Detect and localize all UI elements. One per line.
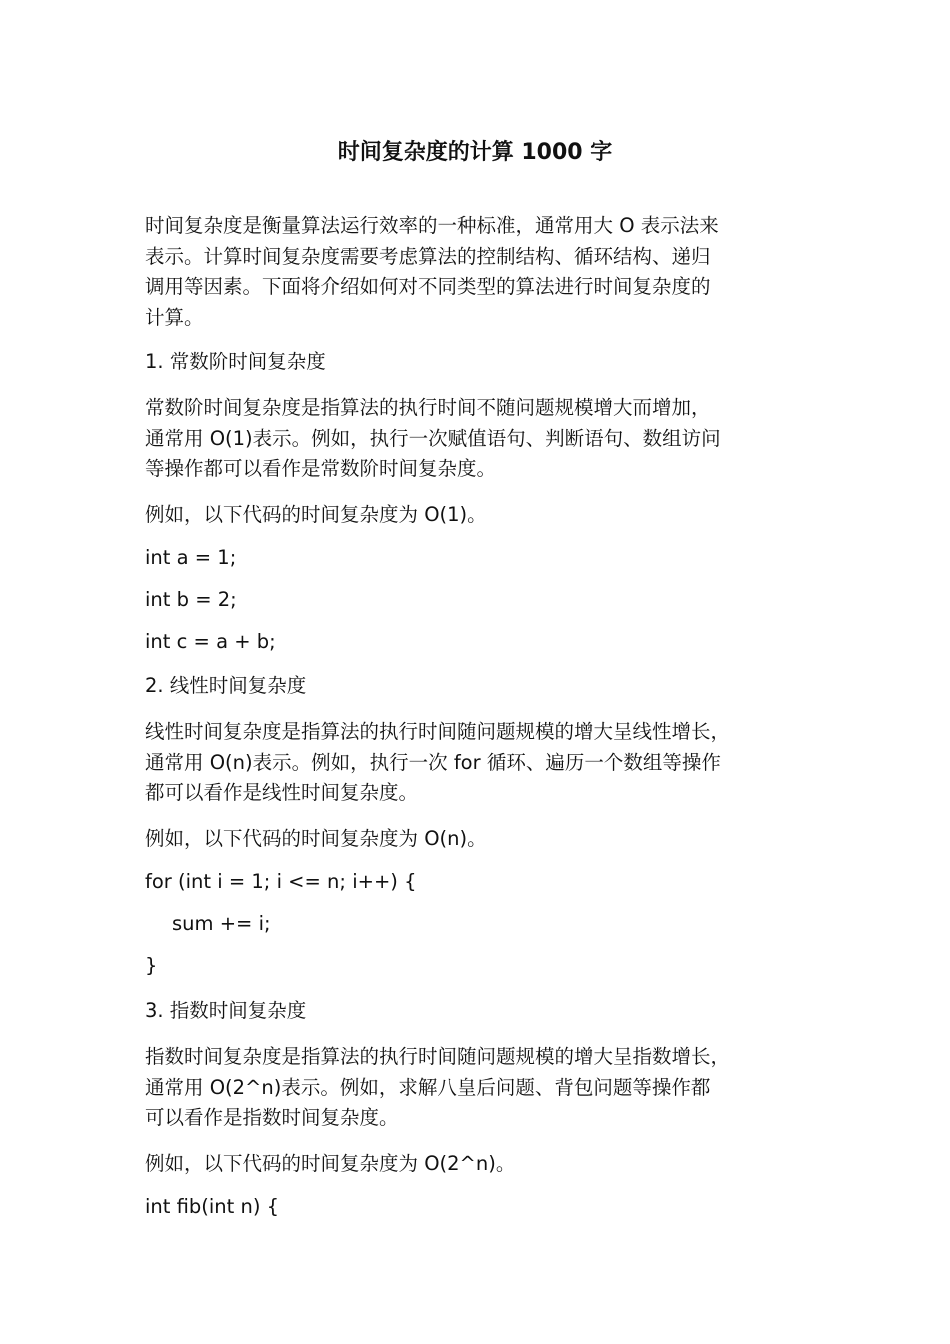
code-line: sum += i; [172,912,271,935]
example-intro-constant: 例如，以下代码的时间复杂度为 O(1)。 [145,503,487,526]
code-line: int b = 2; [145,588,237,611]
code-line: int fib(int n) { [145,1195,280,1218]
text-line: 调用等因素。下面将介绍如何对不同类型的算法进行时间复杂度的 [145,275,711,298]
code-line: int a = 1; [145,546,237,569]
text-line: 通常用 O(2^n)表示。例如，求解八皇后问题、背包问题等操作都 [145,1075,711,1099]
example-intro-linear: 例如，以下代码的时间复杂度为 O(n)。 [145,827,487,850]
document-title: 时间复杂度的计算 1000 字 [337,140,613,165]
text-line: 都可以看作是线性时间复杂度。 [145,781,419,804]
example-intro-exponential: 例如，以下代码的时间复杂度为 O(2^n)。 [145,1152,516,1175]
text-line: 通常用 O(1)表示。例如，执行一次赋值语句、判断语句、数组访问 [145,426,721,450]
section-heading-constant: 1. 常数阶时间复杂度 [145,350,326,373]
section-paragraph-linear [145,717,815,809]
code-line: int c = a + b; [145,630,276,653]
section-heading-exponential: 3. 指数时间复杂度 [145,999,307,1022]
section-paragraph-exponential [145,1042,815,1134]
code-line: for (int i = 1; i <= n; i++) { [145,870,417,893]
text-line: 计算。 [145,305,204,329]
text-line: 常数阶时间复杂度是指算法的执行时间不随问题规模增大而增加， [145,396,711,419]
text-line: 等操作都可以看作是常数阶时间复杂度。 [145,457,497,480]
text-line: 表示。计算时间复杂度需要考虑算法的控制结构、循环结构、递归 [145,244,711,268]
intro-paragraph [145,211,815,333]
code-line: } [145,954,158,977]
text-line: 可以看作是指数时间复杂度。 [145,1106,399,1129]
text-line: 指数时间复杂度是指算法的执行时间随问题规模的增大呈指数增长， [145,1045,731,1068]
text-line: 线性时间复杂度是指算法的执行时间随问题规模的增大呈线性增长， [145,720,731,743]
text-line: 时间复杂度是衡量算法运行效率的一种标准，通常用大 O 表示法来 [145,214,719,237]
section-heading-linear: 2. 线性时间复杂度 [145,674,307,697]
section-paragraph-constant [145,393,815,485]
text-line: 通常用 O(n)表示。例如，执行一次 for 循环、遍历一个数组等操作 [145,750,721,774]
